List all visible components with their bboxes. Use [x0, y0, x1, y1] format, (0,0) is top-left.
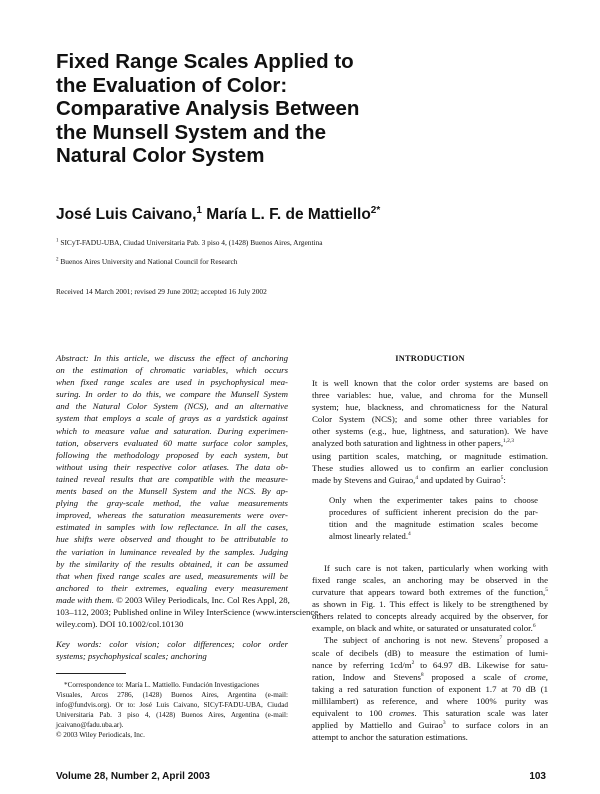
body-line: other systems (e.g., hue, lightness, and saturation). We have [312, 426, 548, 437]
article-title [56, 50, 546, 168]
body-line: system; hue, blackness, and chromaticness for the Natural [312, 402, 548, 413]
body-line: It is well known that the color order systems are based on [312, 378, 548, 388]
body-line: using partition scales, matching, or magnitude estimation. [312, 450, 548, 461]
copyright: © 2003 Wiley Periodicals, Inc. [56, 731, 145, 740]
block-quote [329, 494, 538, 542]
abstract-line: improved, whereas the saturation measurements were over- [56, 510, 288, 521]
footnote-divider [56, 673, 126, 674]
abstract-line: without using their respective color atlases. The data ob- [56, 461, 288, 472]
abstract-line: that when fixed range scales are used, measurements will be [56, 570, 288, 581]
abstract-line: hue shifts were observed and thought to be attributable to [56, 534, 288, 545]
abstract-line: following the methodology proposed by each system, but [56, 449, 288, 460]
abstract-line: 103–112, 2003; Published online in Wiley InterScience (www.interscience. [56, 606, 321, 617]
keywords-line: systems; psychophysical scales; anchoring [56, 651, 207, 662]
body-line: as shown in Fig. 1. This effect is likely to be strengthened by [312, 599, 548, 610]
abstract-line: estimated in samples with low reflectance. In all the cases, [56, 522, 288, 533]
title-line: the Evaluation of Color: [56, 73, 288, 97]
affiliation-2: $^2$ Buenos Aires University and National Council for Research [56, 257, 238, 266]
body-line: equivalent to 100 cromes. This saturation scale was later [312, 707, 548, 718]
author-1-affil-mark: 1 [196, 204, 202, 216]
abstract-line: system that employs a scale of grays as a yardstick against [56, 413, 288, 424]
abstract-line: ments based on the Munsell System and the NCS. By ap- [56, 486, 288, 497]
quote-line: tition and the magnitude estimation scales become [329, 518, 538, 529]
body-line: Color System (NCS); and some other three variables for [312, 414, 548, 425]
body-line: If such care is not taken, particularly when working with [324, 562, 548, 573]
quote-line: Only when the experimenter takes pains to choose [329, 494, 538, 505]
reference-mark: 4 [408, 530, 411, 537]
journal-issue: Volume 28, Number 2, April 2003 [56, 771, 210, 782]
title-line: the Munsell System and the [56, 120, 326, 144]
abstract-line: plying the gray-scale method, the value measurements [56, 498, 288, 509]
body-line: millilambert) as reference, and where 100% purity was [312, 695, 548, 706]
section-heading-introduction: INTRODUCTION [395, 354, 465, 363]
body-line: taking a red saturation function of exponent 1.7 at 70 dB (1 [312, 683, 548, 694]
footnote-line: info@fundvis.org). Or to: José Luis Caivano, SICyT-FADU-UBA, Ciudad [56, 701, 288, 710]
body-line: example, on black and white, or saturated or unsaturated color.$^6$ [312, 623, 536, 634]
reference-mark: 1,2,3 [503, 438, 515, 445]
footnote-line: Universitaria Pab. 3 piso 4, (1428) Buenos Aires, Argentina (e-mail: [56, 711, 288, 720]
body-line: curvature that appears toward both extremes of the function,$^5$ [312, 587, 548, 598]
page-number: 103 [529, 771, 546, 782]
abstract-line: tained reveal results that are compatible with the measure- [56, 473, 288, 484]
reference-mark: 3 [442, 720, 446, 727]
keywords-line: Key words: color vision; color differences; color order [56, 639, 288, 650]
authors [56, 206, 380, 224]
abstract-line: and the Natural Color System (NCS), and an alternative [56, 401, 288, 412]
body-line: attempt to anchor the saturation estimations. [312, 732, 468, 743]
body-line: The subject of anchoring is not new. Stevens$^7$ proposed a [324, 635, 548, 646]
abstract-line: on the estimation of chromatic variables, which occurs [56, 365, 288, 376]
abstract-line: suring. In order to do this, we compare the Munsell System [56, 389, 288, 400]
footnote-line: *Correspondence to: María L. Mattiello. Fundación Investigaciones [64, 681, 260, 690]
author-1: José Luis Caivano, [56, 206, 197, 223]
title-line: Natural Color System [56, 144, 265, 168]
title-line: Comparative Analysis Between [56, 97, 360, 121]
author-2: María L. F. de Mattiello [201, 206, 371, 223]
author-2-affil-mark: 2* [370, 204, 381, 216]
body-line: These studies allowed us to confirm an earlier conclusion [312, 462, 548, 473]
abstract-line: the variation in luminance revealed by the samples. Judging [56, 546, 288, 557]
body-line: scale of decibels (dB) to measure the estimation of lumi- [312, 647, 548, 658]
abstract-line: which to measure value and saturation. During experimen- [56, 425, 288, 436]
reference-mark: 5 [545, 587, 548, 594]
received-dates: Received 14 March 2001; revised 29 June 2002; accepted 16 July 2002 [56, 287, 267, 296]
abstract-line: anchored to their extremes, equaling every measurement [56, 582, 288, 593]
correspondence-footnote [56, 680, 288, 730]
body-line: three variables: hue, value, and chroma for the Munsell [312, 390, 548, 401]
intro-paragraph-1 [312, 377, 548, 486]
reference-mark: 6 [532, 623, 536, 630]
quote-line: almost linearly related.$^4$ [329, 530, 411, 541]
body-line: analyzed both saturation and lightness in other papers,$^{1,2,3}$ [312, 438, 515, 449]
abstract-line: by the similarity of the results obtained, it can be assumed [56, 558, 288, 569]
quote-line: procedures of sufficient inherent precision do the par- [329, 506, 538, 517]
abstract-line: tation, observers evaluated 60 matte surface color samples, [56, 437, 288, 448]
right-column [312, 352, 548, 743]
reference-mark: 7 [499, 635, 503, 642]
body-line: fixed range scales, an anchoring may be observed in the [312, 574, 548, 585]
footnote-line: Visuales, Arcos 2786, (1428) Buenos Aires, Argentina (e-mail: [56, 691, 288, 700]
body-line: applied by Mattiello and Guirao$^3$ to surface colors in an [312, 720, 548, 731]
body-line: others related to concepts already acquired by the observer, for [312, 611, 548, 622]
intro-paragraph-2 [312, 562, 548, 635]
body-line: ration, Indow and Stevens$^8$ proposed a scale of crome, [312, 671, 548, 682]
abstract-line: made with them. © 2003 Wiley Periodicals, Inc. Col Res Appl, 28, [56, 594, 290, 605]
intro-paragraph-3 [312, 634, 548, 743]
reference-mark: 8 [420, 671, 424, 678]
abstract [56, 352, 321, 630]
abstract-line: wiley.com). DOI 10.1002/col.10130 [56, 619, 184, 630]
abstract-line: Abstract: In this article, we discuss the effect of anchoring [56, 353, 288, 363]
body-line: made by Stevens and Guirao,$^4$ and updated by Guirao$^5$: [312, 474, 506, 485]
affiliation-1: $^1$ SICyT-FADU-UBA, Ciudad Universitaria Pab. 3 piso 4, (1428) Buenos Aires, Argentina [56, 238, 323, 247]
body-line: nance by referring $1cd/m^2$ to 64.97 dB. Likewise for satu- [312, 659, 548, 670]
abstract-line: when fixed range scales are used in psychophysical mea- [56, 377, 288, 388]
left-column [56, 352, 321, 740]
footnote-line: jcaivano@fadu.uba.ar). [56, 721, 124, 730]
reference-mark: 4 [415, 474, 419, 481]
title-line: Fixed Range Scales Applied to [56, 50, 354, 73]
reference-mark: 5 [500, 474, 504, 481]
keywords [56, 638, 288, 662]
